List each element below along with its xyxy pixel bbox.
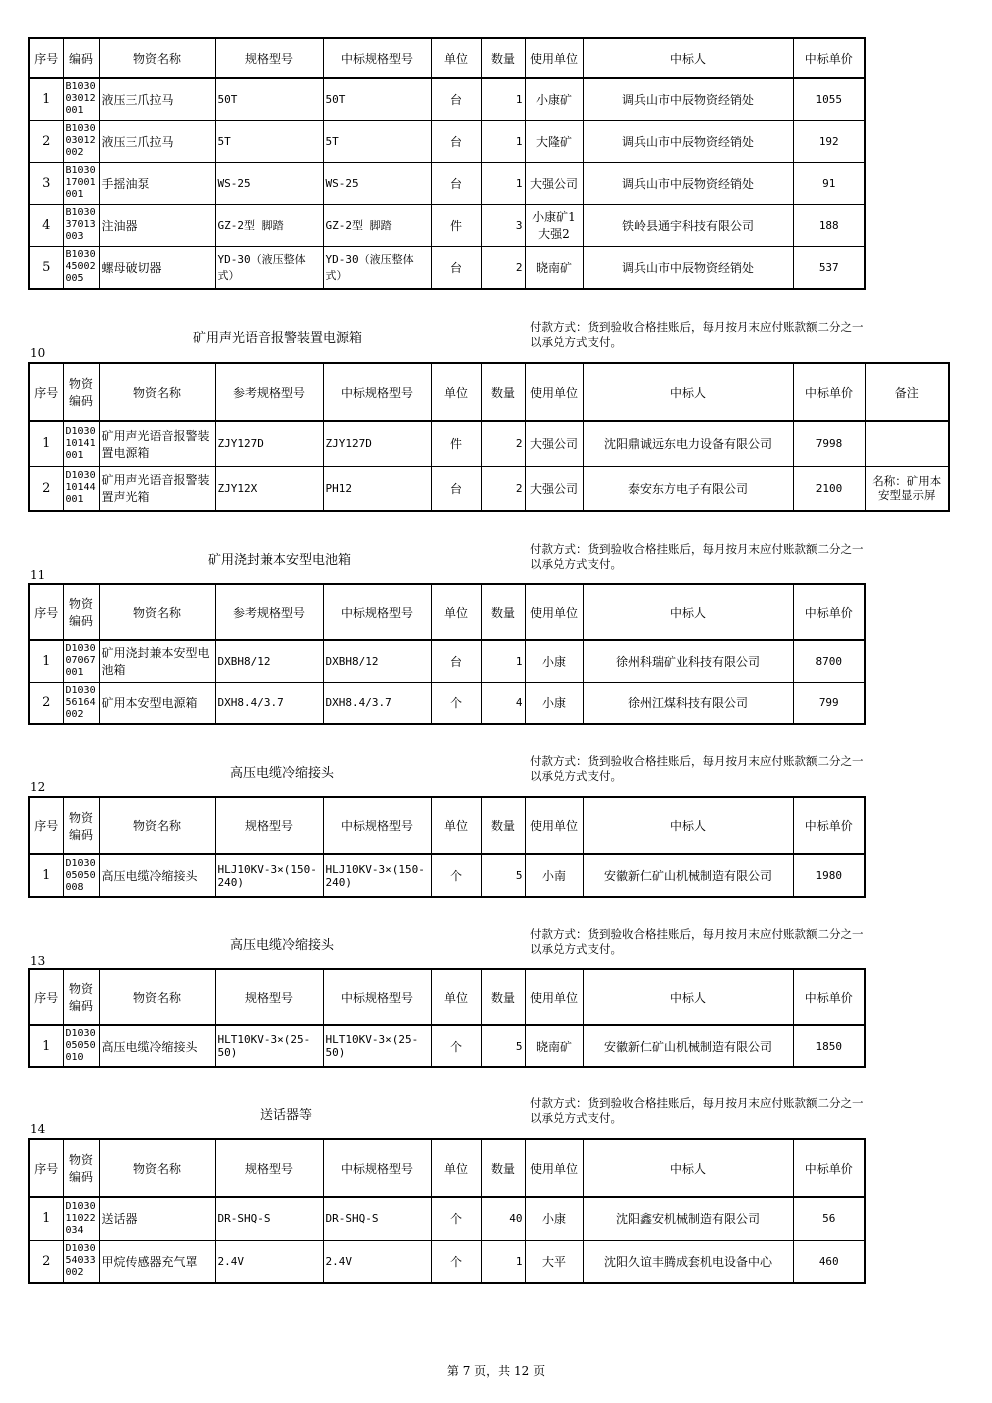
cell-qty: 2: [481, 246, 525, 289]
table-row: [29, 162, 865, 204]
table-row: [29, 120, 865, 162]
cell-winner: 徐州科瑞矿业科技有限公司: [583, 640, 793, 682]
cell-spec: DXH8.4/3.7: [215, 682, 323, 724]
column-header: 备注: [865, 363, 949, 421]
column-header: 规格型号: [215, 797, 323, 854]
bid-table: [28, 968, 866, 1068]
cell-qty: 5: [481, 854, 525, 897]
cell-bid-spec: GZ-2型 脚踏: [323, 204, 431, 246]
cell-idx: 2: [29, 682, 63, 724]
column-header: 中标人: [583, 584, 793, 640]
column-header: 编码: [63, 38, 99, 78]
cell-unit: 个: [431, 1197, 481, 1240]
column-header: 中标人: [583, 797, 793, 854]
cell-bid-spec: DXH8.4/3.7: [323, 682, 431, 724]
payment-terms: 付款方式：货到验收合格挂账后，每月按月末应付账款额二分之一以承兑方式支付。: [530, 927, 864, 956]
cell-user: 大平: [525, 1240, 583, 1283]
column-header: 参考规格型号: [215, 363, 323, 421]
column-header: 序号: [29, 1139, 63, 1197]
payment-terms: 付款方式：货到验收合格挂账后，每月按月末应付账款额二分之一以承兑方式支付。: [530, 542, 864, 571]
cell-bid-spec: ZJY127D: [323, 421, 431, 466]
column-header: 规格型号: [215, 38, 323, 78]
cell-code: B1030 17001 001: [63, 162, 99, 204]
payment-terms: 付款方式：货到验收合格挂账后，每月按月末应付账款额二分之一以承兑方式支付。: [530, 320, 864, 349]
cell-unit: 台: [431, 162, 481, 204]
column-header: 中标人: [583, 969, 793, 1025]
column-header: 中标单价: [793, 38, 865, 78]
table-row: [29, 1025, 865, 1067]
column-header: 物资 编码: [63, 1139, 99, 1197]
table-row: [29, 421, 949, 466]
table-header-row: [29, 363, 949, 421]
cell-idx: 3: [29, 162, 63, 204]
cell-qty: 1: [481, 1240, 525, 1283]
column-header: 序号: [29, 584, 63, 640]
column-header: 物资名称: [99, 584, 215, 640]
cell-spec: DXBH8/12: [215, 640, 323, 682]
cell-bid-spec: DR-SHQ-S: [323, 1197, 431, 1240]
bid-table: [28, 583, 866, 725]
cell-winner: 调兵山市中辰物资经销处: [583, 120, 793, 162]
column-header: 中标人: [583, 1139, 793, 1197]
cell-spec: 5T: [215, 120, 323, 162]
column-header: 中标人: [583, 363, 793, 421]
section-number: 13: [30, 954, 46, 968]
cell-idx: 1: [29, 640, 63, 682]
table-row: [29, 640, 865, 682]
cell-spec: ZJY127D: [215, 421, 323, 466]
table-header-row: [29, 969, 865, 1025]
cell-spec: WS-25: [215, 162, 323, 204]
cell-winner: 铁岭县通宇科技有限公司: [583, 204, 793, 246]
payment-terms: 付款方式：货到验收合格挂账后，每月按月末应付账款额二分之一以承兑方式支付。: [530, 754, 864, 783]
table-row: [29, 204, 865, 246]
table-row: [29, 682, 865, 724]
column-header: 中标单价: [793, 1139, 865, 1197]
cell-name: 注油器: [99, 204, 215, 246]
column-header: 使用单位: [525, 797, 583, 854]
cell-qty: 1: [481, 640, 525, 682]
cell-code: D1030 11022 034: [63, 1197, 99, 1240]
column-header: 数量: [481, 797, 525, 854]
cell-qty: 1: [481, 120, 525, 162]
cell-unit: 台: [431, 78, 481, 120]
cell-qty: 3: [481, 204, 525, 246]
column-header: 物资 编码: [63, 363, 99, 421]
cell-unit: 件: [431, 204, 481, 246]
table-header-row: [29, 38, 865, 78]
cell-name: 矿用本安型电源箱: [99, 682, 215, 724]
cell-price: 91: [793, 162, 865, 204]
column-header: 序号: [29, 797, 63, 854]
section-number: 14: [30, 1122, 46, 1136]
cell-code: B1030 37013 003: [63, 204, 99, 246]
column-header: 物资 编码: [63, 584, 99, 640]
cell-winner: 徐州江煤科技有限公司: [583, 682, 793, 724]
cell-bid-spec: HLJ10KV-3×(150-240): [323, 854, 431, 897]
cell-idx: 2: [29, 120, 63, 162]
cell-spec: ZJY12X: [215, 466, 323, 511]
cell-price: 56: [793, 1197, 865, 1240]
cell-user: 小康: [525, 1197, 583, 1240]
table-header-row: [29, 797, 865, 854]
column-header: 物资名称: [99, 797, 215, 854]
cell-bid-spec: 50T: [323, 78, 431, 120]
column-header: 数量: [481, 1139, 525, 1197]
cell-qty: 40: [481, 1197, 525, 1240]
cell-user: 晓南矿: [525, 1025, 583, 1067]
cell-price: 188: [793, 204, 865, 246]
cell-unit: 台: [431, 640, 481, 682]
cell-spec: GZ-2型 脚踏: [215, 204, 323, 246]
cell-unit: 个: [431, 682, 481, 724]
column-header: 中标规格型号: [323, 1139, 431, 1197]
column-header: 物资 编码: [63, 969, 99, 1025]
cell-unit: 台: [431, 246, 481, 289]
cell-winner: 调兵山市中辰物资经销处: [583, 78, 793, 120]
column-header: 单位: [431, 797, 481, 854]
cell-price: 192: [793, 120, 865, 162]
table-header-row: [29, 1139, 865, 1197]
cell-name: 液压三爪拉马: [99, 78, 215, 120]
cell-name: 高压电缆冷缩接头: [99, 854, 215, 897]
bid-table: [28, 1138, 866, 1284]
cell-winner: 调兵山市中辰物资经销处: [583, 246, 793, 289]
cell-name: 高压电缆冷缩接头: [99, 1025, 215, 1067]
column-header: 使用单位: [525, 363, 583, 421]
table-row: [29, 246, 865, 289]
column-header: 中标规格型号: [323, 38, 431, 78]
table-row: [29, 854, 865, 897]
cell-name: 螺母破切器: [99, 246, 215, 289]
cell-price: 7998: [793, 421, 865, 466]
column-header: 物资名称: [99, 363, 215, 421]
cell-price: 1055: [793, 78, 865, 120]
cell-spec: 2.4V: [215, 1240, 323, 1283]
section-number: 11: [30, 568, 46, 582]
cell-code: D1030 10141 001: [63, 421, 99, 466]
column-header: 中标人: [583, 38, 793, 78]
cell-spec: HLT10KV-3×(25-50): [215, 1025, 323, 1067]
cell-price: 8700: [793, 640, 865, 682]
column-header: 单位: [431, 38, 481, 78]
cell-winner: 沈阳久谊丰腾成套机电设备中心: [583, 1240, 793, 1283]
cell-code: D1030 05050 010: [63, 1025, 99, 1067]
table-header-row: [29, 584, 865, 640]
cell-spec: 50T: [215, 78, 323, 120]
cell-unit: 台: [431, 120, 481, 162]
cell-name: 送话器: [99, 1197, 215, 1240]
table-row: [29, 466, 949, 511]
table-row: [29, 1197, 865, 1240]
cell-user: 大强公司: [525, 466, 583, 511]
section-title: 高压电缆冷缩接头: [230, 766, 335, 781]
cell-qty: 5: [481, 1025, 525, 1067]
column-header: 中标单价: [793, 969, 865, 1025]
column-header: 物资 编码: [63, 797, 99, 854]
cell-user: 大隆矿: [525, 120, 583, 162]
cell-qty: 2: [481, 466, 525, 511]
cell-name: 液压三爪拉马: [99, 120, 215, 162]
cell-idx: 5: [29, 246, 63, 289]
table-row: [29, 78, 865, 120]
cell-winner: 泰安东方电子有限公司: [583, 466, 793, 511]
column-header: 序号: [29, 969, 63, 1025]
column-header: 单位: [431, 584, 481, 640]
cell-code: D1030 07067 001: [63, 640, 99, 682]
cell-idx: 2: [29, 466, 63, 511]
cell-idx: 1: [29, 78, 63, 120]
cell-bid-spec: WS-25: [323, 162, 431, 204]
cell-idx: 1: [29, 421, 63, 466]
cell-code: D1030 05050 008: [63, 854, 99, 897]
cell-user: 小康: [525, 682, 583, 724]
column-header: 中标规格型号: [323, 969, 431, 1025]
cell-name: 甲烷传感器充气罩: [99, 1240, 215, 1283]
bid-table: [28, 796, 866, 898]
cell-user: 大强公司: [525, 421, 583, 466]
section-title: 高压电缆冷缩接头: [230, 938, 335, 953]
cell-user: 小康: [525, 640, 583, 682]
column-header: 使用单位: [525, 969, 583, 1025]
cell-idx: 4: [29, 204, 63, 246]
cell-price: 1850: [793, 1025, 865, 1067]
cell-idx: 2: [29, 1240, 63, 1283]
cell-user: 大强公司: [525, 162, 583, 204]
cell-name: 矿用声光语音报警装置声光箱: [99, 466, 215, 511]
column-header: 中标单价: [793, 363, 865, 421]
cell-user: 小南: [525, 854, 583, 897]
column-header: 序号: [29, 363, 63, 421]
column-header: 中标单价: [793, 797, 865, 854]
column-header: 单位: [431, 363, 481, 421]
cell-price: 460: [793, 1240, 865, 1283]
cell-unit: 个: [431, 854, 481, 897]
cell-code: D1030 10144 001: [63, 466, 99, 511]
column-header: 使用单位: [525, 38, 583, 78]
cell-qty: 1: [481, 162, 525, 204]
cell-code: B1030 03012 001: [63, 78, 99, 120]
section-title: 矿用声光语音报警装置电源箱: [193, 331, 363, 346]
column-header: 序号: [29, 38, 63, 78]
cell-bid-spec: PH12: [323, 466, 431, 511]
cell-spec: DR-SHQ-S: [215, 1197, 323, 1240]
cell-unit: 件: [431, 421, 481, 466]
section-title: 矿用浇封兼本安型电池箱: [208, 553, 352, 568]
section-number: 12: [30, 780, 46, 794]
cell-bid-spec: YD-30（液压整体式）: [323, 246, 431, 289]
bid-table: [28, 362, 950, 512]
cell-price: 2100: [793, 466, 865, 511]
section-number: 10: [30, 346, 46, 360]
cell-note: [865, 421, 949, 466]
page-footer: 第 7 页，共 12 页: [446, 1364, 546, 1378]
column-header: 物资名称: [99, 38, 215, 78]
cell-bid-spec: 2.4V: [323, 1240, 431, 1283]
section-title: 送话器等: [260, 1108, 313, 1123]
column-header: 中标规格型号: [323, 797, 431, 854]
cell-price: 1980: [793, 854, 865, 897]
column-header: 数量: [481, 38, 525, 78]
cell-unit: 个: [431, 1025, 481, 1067]
cell-name: 矿用浇封兼本安型电池箱: [99, 640, 215, 682]
column-header: 单位: [431, 969, 481, 1025]
cell-bid-spec: HLT10KV-3×(25-50): [323, 1025, 431, 1067]
cell-name: 手摇油泵: [99, 162, 215, 204]
cell-qty: 4: [481, 682, 525, 724]
column-header: 中标规格型号: [323, 363, 431, 421]
cell-qty: 1: [481, 78, 525, 120]
column-header: 数量: [481, 969, 525, 1025]
cell-spec: HLJ10KV-3×(150-240): [215, 854, 323, 897]
column-header: 使用单位: [525, 584, 583, 640]
column-header: 单位: [431, 1139, 481, 1197]
cell-unit: 个: [431, 1240, 481, 1283]
cell-winner: 安徽新仁矿山机械制造有限公司: [583, 1025, 793, 1067]
column-header: 规格型号: [215, 1139, 323, 1197]
column-header: 物资名称: [99, 1139, 215, 1197]
cell-spec: YD-30（液压整体式）: [215, 246, 323, 289]
cell-user: 晓南矿: [525, 246, 583, 289]
column-header: 物资名称: [99, 969, 215, 1025]
cell-code: D1030 54033 002: [63, 1240, 99, 1283]
cell-unit: 台: [431, 466, 481, 511]
cell-bid-spec: 5T: [323, 120, 431, 162]
bid-table: [28, 37, 866, 290]
cell-code: B1030 03012 002: [63, 120, 99, 162]
cell-qty: 2: [481, 421, 525, 466]
cell-winner: 调兵山市中辰物资经销处: [583, 162, 793, 204]
payment-terms: 付款方式：货到验收合格挂账后，每月按月末应付账款额二分之一以承兑方式支付。: [530, 1096, 864, 1125]
cell-price: 799: [793, 682, 865, 724]
column-header: 数量: [481, 363, 525, 421]
column-header: 规格型号: [215, 969, 323, 1025]
table-row: [29, 1240, 865, 1283]
cell-idx: 1: [29, 1025, 63, 1067]
cell-winner: 沈阳鼎诚远东电力设备有限公司: [583, 421, 793, 466]
cell-idx: 1: [29, 1197, 63, 1240]
cell-user: 小康矿: [525, 78, 583, 120]
cell-note: 名称：矿用本安型显示屏: [865, 466, 949, 511]
cell-winner: 安徽新仁矿山机械制造有限公司: [583, 854, 793, 897]
cell-name: 矿用声光语音报警装置电源箱: [99, 421, 215, 466]
cell-price: 537: [793, 246, 865, 289]
column-header: 中标规格型号: [323, 584, 431, 640]
column-header: 数量: [481, 584, 525, 640]
cell-user: 小康矿1 大强2: [525, 204, 583, 246]
column-header: 使用单位: [525, 1139, 583, 1197]
cell-code: D1030 56164 002: [63, 682, 99, 724]
cell-bid-spec: DXBH8/12: [323, 640, 431, 682]
cell-idx: 1: [29, 854, 63, 897]
cell-code: B1030 45002 005: [63, 246, 99, 289]
cell-winner: 沈阳鑫安机械制造有限公司: [583, 1197, 793, 1240]
column-header: 中标单价: [793, 584, 865, 640]
column-header: 参考规格型号: [215, 584, 323, 640]
